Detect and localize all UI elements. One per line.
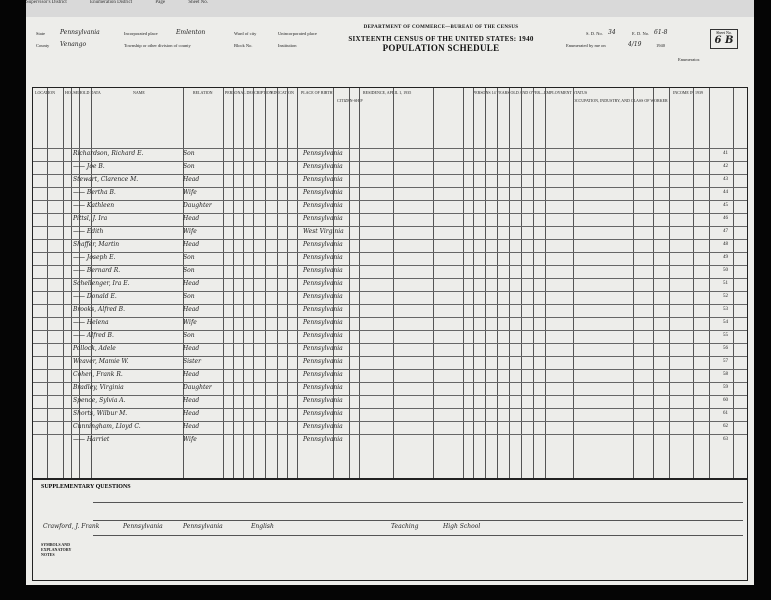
- top-strip-label: Sheet No.: [188, 0, 209, 5]
- row-name: —— Helena: [73, 319, 109, 326]
- supp-birth-mother: Pennsylvania: [183, 523, 223, 530]
- col-employment: PERSONS 14 YEARS OLD AND OVER—EMPLOYMENT STATUS: [473, 90, 588, 95]
- col-location: LOCATION: [35, 90, 55, 95]
- row-name: Schellenger, Ira E.: [73, 280, 130, 287]
- table-row: [73, 410, 343, 420]
- grid-row-rule: [33, 330, 747, 331]
- grid-row-rule: [33, 174, 747, 175]
- row-number: 57: [723, 359, 728, 364]
- table-row: [73, 358, 343, 368]
- grid-row-rule: [33, 369, 747, 370]
- row-number: 53: [723, 307, 728, 312]
- row-relation: Daughter: [183, 202, 212, 209]
- col-income: INCOME IN 1939: [673, 90, 703, 95]
- row-number: 42: [723, 164, 728, 169]
- row-name: Brooks, Alfred B.: [73, 306, 125, 313]
- col-occupation: OCCUPATION, INDUSTRY, AND CLASS OF WORKER: [573, 98, 668, 103]
- row-birthplace: Pennsylvania: [303, 189, 343, 196]
- row-birthplace: Pennsylvania: [303, 267, 343, 274]
- row-name: Cunningham, Lloyd C.: [73, 423, 141, 430]
- grid-column-rule: [709, 88, 710, 478]
- supp-language: English: [251, 523, 274, 530]
- grid-row-rule: [33, 421, 747, 422]
- grid-row-rule: [33, 252, 747, 253]
- table-row: [73, 345, 343, 355]
- grid-column-rule: [521, 88, 522, 478]
- row-name: Pollock, Adele: [73, 345, 116, 352]
- enumerator-label: Enumerator.: [678, 57, 701, 62]
- grid-column-rule: [393, 88, 394, 478]
- row-name: —— Alfred B.: [73, 332, 114, 339]
- grid-row-rule: [33, 291, 747, 292]
- row-number: 63: [723, 437, 728, 442]
- grid-row-rule: [33, 187, 747, 188]
- row-number: 61: [723, 411, 728, 416]
- grid-row-rule: [33, 434, 747, 435]
- row-birthplace: Pennsylvania: [303, 293, 343, 300]
- grid-row-rule: [33, 408, 747, 409]
- row-relation: Wife: [183, 189, 197, 196]
- sd-value: 34: [608, 29, 616, 36]
- grid-column-rule: [359, 88, 360, 478]
- row-birthplace: Pennsylvania: [303, 384, 343, 391]
- row-birthplace: Pennsylvania: [303, 436, 343, 443]
- supp-school: High School: [443, 523, 481, 530]
- top-strip-label: Enumeration District: [90, 0, 133, 5]
- supp-rule: [93, 520, 743, 521]
- col-citizenship: CITIZEN-SHIP: [337, 98, 363, 103]
- row-relation: Daughter: [183, 384, 212, 391]
- row-number: 52: [723, 294, 728, 299]
- table-row: [73, 189, 343, 199]
- row-number: 49: [723, 255, 728, 260]
- table-row: [73, 150, 343, 160]
- supp-notes-label: SYMBOLS AND EXPLANATORY NOTES: [41, 542, 72, 557]
- supp-occupation: Teaching: [391, 523, 419, 530]
- row-relation: Wife: [183, 436, 197, 443]
- row-relation: Head: [183, 371, 200, 378]
- row-number: 50: [723, 268, 728, 273]
- grid-column-rule: [47, 88, 48, 478]
- col-name: NAME: [133, 90, 145, 95]
- row-name: —— Harriet: [73, 436, 110, 443]
- row-relation: Wife: [183, 319, 197, 326]
- row-birthplace: Pennsylvania: [303, 163, 343, 170]
- population-grid: [32, 87, 748, 479]
- row-birthplace: Pennsylvania: [303, 176, 343, 183]
- grid-column-rule: [533, 88, 534, 478]
- table-row: [73, 306, 343, 316]
- row-birthplace: Pennsylvania: [303, 423, 343, 430]
- row-number: 45: [723, 203, 728, 208]
- row-relation: Sister: [183, 358, 201, 365]
- row-number: 44: [723, 190, 728, 195]
- grid-column-rule: [463, 88, 464, 478]
- grid-column-rule: [509, 88, 510, 478]
- grid-column-rule: [733, 88, 734, 478]
- row-birthplace: Pennsylvania: [303, 345, 343, 352]
- table-row: [73, 254, 343, 264]
- table-row: [73, 163, 343, 173]
- table-row: [73, 319, 343, 329]
- sheet-label: Sheet No.: [716, 30, 732, 35]
- row-name: —— Joe B.: [73, 163, 105, 170]
- row-relation: Head: [183, 176, 200, 183]
- row-birthplace: Pennsylvania: [303, 215, 343, 222]
- top-strip-label: Page: [155, 0, 166, 5]
- table-row: [73, 293, 343, 303]
- grid-column-rule: [669, 88, 670, 478]
- row-number: 41: [723, 151, 728, 156]
- row-relation: Head: [183, 215, 200, 222]
- grid-row-rule: [33, 356, 747, 357]
- row-name: Stewart, Clarence M.: [73, 176, 139, 183]
- grid-column-rule: [497, 88, 498, 478]
- incorporated-value: Emlenton: [176, 29, 206, 36]
- grid-column-rule: [433, 88, 434, 478]
- supplementary-title: SUPPLEMENTARY QUESTIONS: [41, 484, 131, 490]
- row-birthplace: Pennsylvania: [303, 410, 343, 417]
- row-relation: Son: [183, 267, 195, 274]
- grid-row-rule: [33, 265, 747, 266]
- institution-label: Institution: [278, 43, 297, 48]
- incorporated-label: Incorporated place: [124, 31, 158, 36]
- row-birthplace: Pennsylvania: [303, 371, 343, 378]
- col-relation: RELATION: [193, 90, 213, 95]
- grid-row-rule: [33, 278, 747, 279]
- row-name: —— Bernard R.: [73, 267, 121, 274]
- grid-column-rule: [633, 88, 634, 478]
- row-birthplace: Pennsylvania: [303, 254, 343, 261]
- row-name: Spence, Sylvia A.: [73, 397, 126, 404]
- state-value: Pennsylvania: [60, 29, 100, 36]
- grid-column-rule: [693, 88, 694, 478]
- sd-label: S. D. No.: [586, 31, 603, 36]
- table-row: [73, 280, 343, 290]
- row-number: 60: [723, 398, 728, 403]
- ward-label: Ward of city: [234, 31, 257, 36]
- grid-column-rule: [71, 88, 72, 478]
- enumerated-value: 4/19: [628, 41, 642, 48]
- row-number: 47: [723, 229, 728, 234]
- row-name: Shaffer, Martin: [73, 241, 120, 248]
- row-birthplace: Pennsylvania: [303, 280, 343, 287]
- sheet-number-box: [710, 29, 738, 49]
- row-number: 48: [723, 242, 728, 247]
- row-relation: Son: [183, 163, 195, 170]
- grid-row-rule: [33, 317, 747, 318]
- supplementary-section: [32, 479, 748, 581]
- table-row: [73, 332, 343, 342]
- row-relation: Son: [183, 150, 195, 157]
- grid-row-rule: [33, 395, 747, 396]
- grid-column-rule: [63, 88, 64, 478]
- row-relation: Head: [183, 423, 200, 430]
- row-birthplace: Pennsylvania: [303, 319, 343, 326]
- grid-column-rule: [473, 88, 474, 478]
- ed-label: E. D. No.: [632, 31, 650, 36]
- enumerated-label: Enumerated by me on: [566, 43, 606, 48]
- grid-column-rule: [573, 88, 574, 478]
- grid-row-rule: [33, 226, 747, 227]
- row-number: 62: [723, 424, 728, 429]
- row-name: —— Donald E.: [73, 293, 117, 300]
- col-birth: PLACE OF BIRTH: [301, 90, 333, 95]
- row-name: —— Kathleen: [73, 202, 115, 209]
- row-number: 51: [723, 281, 728, 286]
- supp-rule: [93, 502, 743, 503]
- col-household: HOUSEHOLD DATA: [65, 90, 101, 95]
- table-row: [73, 228, 344, 238]
- row-birthplace: Pennsylvania: [303, 358, 343, 365]
- grid-column-rule: [485, 88, 486, 478]
- row-relation: Wife: [183, 228, 197, 235]
- row-birthplace: West Virginia: [303, 228, 344, 235]
- row-relation: Head: [183, 345, 200, 352]
- schedule-title: POPULATION SCHEDULE: [382, 43, 500, 53]
- row-name: Bradley, Virginia: [73, 384, 124, 391]
- census-sheet: [26, 17, 754, 585]
- row-name: Cohen, Frank R.: [73, 371, 123, 378]
- department-title: DEPARTMENT OF COMMERCE—BUREAU OF THE CENSUS: [363, 25, 519, 30]
- row-number: 59: [723, 385, 728, 390]
- row-birthplace: Pennsylvania: [303, 332, 343, 339]
- table-row: [73, 436, 343, 446]
- col-residence: RESIDENCE, APRIL 1, 1935: [363, 90, 412, 95]
- table-row: [73, 423, 343, 433]
- row-number: 43: [723, 177, 728, 182]
- table-row: [73, 397, 343, 407]
- col-education: EDUCATION: [271, 90, 294, 95]
- row-number: 54: [723, 320, 728, 325]
- grid-column-rule: [545, 88, 546, 478]
- supp-name: Crawford, J. Frank: [43, 523, 100, 530]
- row-name: Shorts, Wilbur M.: [73, 410, 128, 417]
- grid-row-rule: [33, 382, 747, 383]
- supp-birth-father: Pennsylvania: [123, 523, 163, 530]
- row-name: —— Bertha B.: [73, 189, 116, 196]
- row-name: Pittsl, J. Ira: [73, 215, 108, 222]
- top-strip: [26, 0, 754, 17]
- grid-row-rule: [33, 304, 747, 305]
- grid-row-rule: [33, 161, 747, 162]
- row-relation: Son: [183, 332, 195, 339]
- row-name: —— Edith: [73, 228, 104, 235]
- row-relation: Son: [183, 293, 195, 300]
- top-strip-label: Supervisor's District: [26, 0, 67, 5]
- row-number: 46: [723, 216, 728, 221]
- table-row: [73, 215, 343, 225]
- table-row: [73, 267, 343, 277]
- row-number: 58: [723, 372, 728, 377]
- table-row: [73, 241, 343, 251]
- row-birthplace: Pennsylvania: [303, 241, 343, 248]
- county-value: Venango: [60, 41, 87, 48]
- row-relation: Son: [183, 254, 195, 261]
- row-relation: Head: [183, 241, 200, 248]
- row-birthplace: Pennsylvania: [303, 202, 343, 209]
- row-relation: Head: [183, 410, 200, 417]
- row-relation: Head: [183, 280, 200, 287]
- row-name: Weaver, Mamie W.: [73, 358, 129, 365]
- supp-rule: [93, 535, 743, 536]
- county-label: County: [36, 43, 50, 48]
- row-birthplace: Pennsylvania: [303, 397, 343, 404]
- table-row: [73, 371, 343, 381]
- township-label: Township or other division of county: [124, 43, 191, 48]
- grid-row-rule: [33, 200, 747, 201]
- row-name: —— Joseph E.: [73, 254, 116, 261]
- col-personal: PERSONAL DESCRIPTION: [225, 90, 273, 95]
- unincorporated-label: Unincorporated place: [278, 31, 317, 36]
- table-row: [73, 202, 343, 212]
- table-row: [73, 176, 343, 186]
- year: 1940: [656, 43, 665, 48]
- row-relation: Head: [183, 397, 200, 404]
- row-number: 56: [723, 346, 728, 351]
- ed-value: 61-8: [654, 29, 668, 36]
- grid-row-rule: [33, 343, 747, 344]
- block-label: Block No.: [234, 43, 253, 48]
- census-title: SIXTEENTH CENSUS OF THE UNITED STATES: 1940: [348, 35, 534, 43]
- row-relation: Head: [183, 306, 200, 313]
- grid-column-rule: [349, 88, 350, 478]
- sheet-value: 6 B: [714, 35, 734, 46]
- row-name: Richardson, Richard E.: [73, 150, 144, 157]
- row-birthplace: Pennsylvania: [303, 306, 343, 313]
- grid-row-rule: [33, 239, 747, 240]
- grid-row-rule: [33, 213, 747, 214]
- state-label: State: [36, 31, 45, 36]
- grid-row-rule: [33, 148, 747, 149]
- row-number: 55: [723, 333, 728, 338]
- grid-column-rule: [653, 88, 654, 478]
- row-birthplace: Pennsylvania: [303, 150, 343, 157]
- table-row: [73, 384, 343, 394]
